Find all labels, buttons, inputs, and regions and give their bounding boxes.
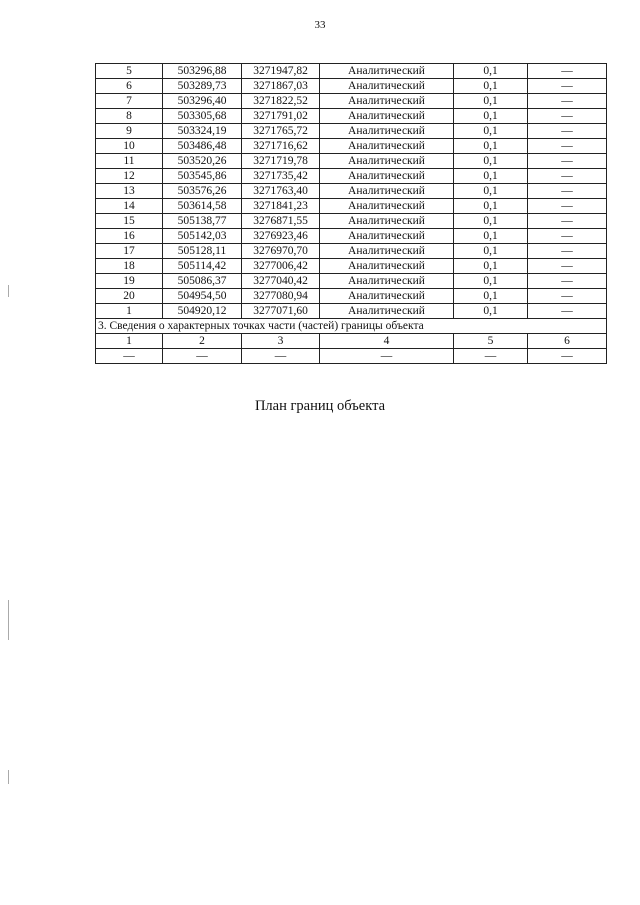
table-cell: Аналитический [320,94,454,109]
section3-header-row [96,334,607,349]
table-cell: — [528,184,607,199]
section3-cell: — [163,349,242,364]
table-cell: — [528,94,607,109]
table-cell: 503305,68 [163,109,242,124]
table-row [96,244,607,259]
table-cell: 17 [96,244,163,259]
table-cell: 0,1 [454,199,528,214]
table-cell: 18 [96,259,163,274]
table-cell: — [528,124,607,139]
table-row [96,184,607,199]
table-row [96,304,607,319]
page-number: 33 [314,19,326,31]
table-row [96,124,607,139]
table-cell: Аналитический [320,259,454,274]
table-cell: 3271822,52 [242,94,320,109]
table-cell: 20 [96,289,163,304]
table-cell: — [528,274,607,289]
table-cell: — [528,259,607,274]
table-cell: Аналитический [320,184,454,199]
table-cell: 0,1 [454,124,528,139]
table-cell: 3271841,23 [242,199,320,214]
table-cell: 1 [96,304,163,319]
margin-scan-mark [8,285,9,297]
table-cell: 0,1 [454,214,528,229]
table-cell: 503324,19 [163,124,242,139]
table-cell: 16 [96,229,163,244]
table-cell: — [528,304,607,319]
table-row [96,169,607,184]
table-cell: 11 [96,154,163,169]
table-cell: Аналитический [320,64,454,79]
table-cell: 503296,40 [163,94,242,109]
table-row [96,259,607,274]
table-row [96,109,607,124]
table-cell: 0,1 [454,139,528,154]
table-cell: Аналитический [320,274,454,289]
table-cell: — [528,109,607,124]
table-cell: 8 [96,109,163,124]
table-cell: 3276923,46 [242,229,320,244]
section3-cell: — [320,349,454,364]
table-cell: 503520,26 [163,154,242,169]
table-cell: 6 [96,79,163,94]
table-cell: 13 [96,184,163,199]
table-cell: 3271716,62 [242,139,320,154]
table-cell: 505142,03 [163,229,242,244]
table-cell: 503545,86 [163,169,242,184]
section3-header-cell: 4 [320,334,454,349]
table-cell: 10 [96,139,163,154]
table-cell: Аналитический [320,79,454,94]
table-cell: 0,1 [454,229,528,244]
table-cell: — [528,139,607,154]
table-cell: 3271867,03 [242,79,320,94]
table-cell: 15 [96,214,163,229]
table-cell: 505138,77 [163,214,242,229]
table-cell: 503614,58 [163,199,242,214]
margin-scan-mark [8,770,9,784]
section3-title-row [96,319,607,334]
table-cell: — [528,64,607,79]
table-cell: 0,1 [454,274,528,289]
table-cell: 0,1 [454,259,528,274]
table-row [96,139,607,154]
table-cell: 503289,73 [163,79,242,94]
table-cell: — [528,154,607,169]
table-cell: — [528,79,607,94]
table-row [96,214,607,229]
table-cell: 14 [96,199,163,214]
table-row [96,94,607,109]
table-row [96,79,607,94]
section3-cell: — [528,349,607,364]
table-row [96,229,607,244]
table-cell: 3277071,60 [242,304,320,319]
table-cell: 0,1 [454,94,528,109]
table-cell: 503576,26 [163,184,242,199]
table-cell: 0,1 [454,64,528,79]
table-cell: Аналитический [320,289,454,304]
table-cell: 0,1 [454,244,528,259]
table-cell: — [528,244,607,259]
table-cell: 3271791,02 [242,109,320,124]
table-cell: 0,1 [454,184,528,199]
table-cell: 3271719,78 [242,154,320,169]
table-cell: 0,1 [454,154,528,169]
table-cell: 0,1 [454,79,528,94]
table-cell: 0,1 [454,109,528,124]
table-cell: 7 [96,94,163,109]
table-cell: Аналитический [320,214,454,229]
section3-cell: — [454,349,528,364]
table-cell: 504920,12 [163,304,242,319]
table-cell: 12 [96,169,163,184]
table-cell: 505086,37 [163,274,242,289]
table-cell: 505114,42 [163,259,242,274]
table-cell: 3276970,70 [242,244,320,259]
section3-title: 3. Сведения о характерных точках части (частей) границы объекта [96,319,607,334]
table-cell: — [528,214,607,229]
table-cell: Аналитический [320,304,454,319]
table-cell: — [528,169,607,184]
table-cell: 503296,88 [163,64,242,79]
table-cell: Аналитический [320,169,454,184]
table-cell: 3277006,42 [242,259,320,274]
table-cell: Аналитический [320,154,454,169]
table-row [96,154,607,169]
table-cell: 9 [96,124,163,139]
table-cell: 504954,50 [163,289,242,304]
table-row [96,274,607,289]
section3-header-cell: 6 [528,334,607,349]
table-cell: 0,1 [454,304,528,319]
section3-header-cell: 2 [163,334,242,349]
table-cell: 3276871,55 [242,214,320,229]
table-cell: 3271765,72 [242,124,320,139]
section3-cell: — [96,349,163,364]
table-row [96,289,607,304]
table-cell: — [528,289,607,304]
section3-cell: — [242,349,320,364]
table-cell: — [528,229,607,244]
table-row [96,64,607,79]
table-cell: Аналитический [320,229,454,244]
plan-title: План границ объекта [254,398,386,414]
section3-header-cell: 1 [96,334,163,349]
table-cell: 3271735,42 [242,169,320,184]
table-cell: 505128,11 [163,244,242,259]
table-cell: 0,1 [454,289,528,304]
section3-data-row [96,349,607,364]
coordinates-table-body [96,64,607,319]
table-cell: Аналитический [320,199,454,214]
table-row [96,199,607,214]
section3-header-cell: 5 [454,334,528,349]
table-cell: Аналитический [320,139,454,154]
table-cell: Аналитический [320,244,454,259]
coordinates-table [95,63,607,364]
section3-header-cell: 3 [242,334,320,349]
table-cell: 503486,48 [163,139,242,154]
table-cell: 3271763,40 [242,184,320,199]
table-cell: Аналитический [320,124,454,139]
table-cell: 0,1 [454,169,528,184]
table-cell: — [528,199,607,214]
table-cell: 19 [96,274,163,289]
table-cell: 3277080,94 [242,289,320,304]
margin-scan-mark [8,600,9,640]
table-cell: 3271947,82 [242,64,320,79]
table-cell: 5 [96,64,163,79]
table-cell: Аналитический [320,109,454,124]
table-cell: 3277040,42 [242,274,320,289]
